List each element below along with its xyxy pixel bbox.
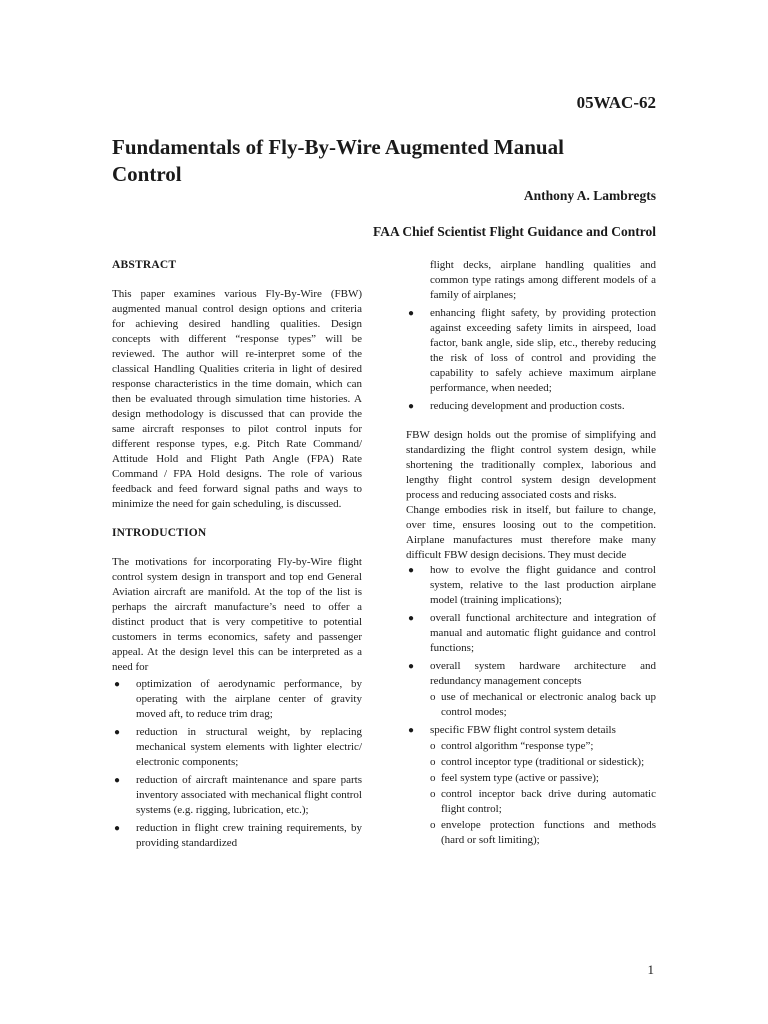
list-item-text: specific FBW flight control system details <box>430 724 616 736</box>
sub-list-item: o envelope protection functions and methods (hard or soft limiting); <box>430 818 656 848</box>
bullet-icon: ● <box>408 565 415 576</box>
paper-title: Fundamentals of Fly-By-Wire Augmented Manual Control <box>112 135 564 186</box>
author-affiliation: FAA Chief Scientist Flight Guidance and Control <box>372 224 656 239</box>
sub-list-item: o control algorithm “response type”; <box>430 739 656 754</box>
list-item <box>406 723 656 848</box>
bullet-icon: ● <box>408 661 415 672</box>
page-number: 1 <box>647 962 654 977</box>
list-item <box>406 611 656 656</box>
left-column <box>112 258 362 854</box>
list-item-text: overall functional architecture and integration of manual and automatic flight guidance and control functions; <box>430 612 656 654</box>
bullet-icon: ● <box>408 308 415 319</box>
author-name: Anthony A. Lambregts <box>523 188 656 203</box>
introduction-text: The motivations for incorporating Fly-by-Wire flight control system design in transport and top end General Aviation aircraft are manifold. At the top of the list is perhaps the aircraft manufacture’s need to offer a distinct product that is very competitive to potential customers in terms economics, safety and passenger appeal. At the design level this can be interpreted as a need for <box>112 556 362 673</box>
list-item-text: how to evolve the flight guidance and control system, relative to the last production airplane model (training implications); <box>430 564 656 606</box>
list-item <box>112 821 362 851</box>
fbw-promise-paragraph: FBW design holds out the promise of simplifying and standardizing the flight control system design, while shortening the traditionally complex, laborious and lengthy flight control system design development process and reducing associated costs and risks. <box>406 429 656 501</box>
bullet-icon: ● <box>408 401 415 412</box>
list-item-text: enhancing flight safety, by providing protection against exceeding safety limits in airspeed, load factor, bank angle, side slip, etc., thereby reducing the risk of loss of control and providing the capability to safely achieve maximum airplane performance, when needed; <box>430 307 656 394</box>
abstract-text: This paper examines various Fly-By-Wire (FBW) augmented manual control design options and criteria for achieving desired handling qualities. Design concepts with different “response types” will be reviewed. The author will re-interpret some of the classical Handling Qualities criteria in light of desired response characteristics in the time domain, which can then be evaluated through simulation time histories. A design methodology is discussed that can provide the same aircraft responses to pilot control inputs for different response types, e.g. Pitch Rate Command/ Attitude Hold and Flight Path Angle (FPA) Rate Command / FPA Hold designs. The role of various feedback and feed forward signal paths and ways to minimize the need for gain scheduling, is discussed. <box>112 288 362 510</box>
list-item-text: reduction in structural weight, by replacing mechanical system elements with lighter electric/ electronic components; <box>136 726 362 768</box>
list-item <box>112 773 362 818</box>
right-column <box>406 258 656 851</box>
sub-list-item: o use of mechanical or electronic analog back up control modes; <box>430 690 656 720</box>
list-item-text: overall system hardware architecture and redundancy management concepts <box>430 660 656 687</box>
introduction-heading: INTRODUCTION <box>112 527 207 539</box>
abstract-heading: ABSTRACT <box>112 259 177 271</box>
bullet-icon: ● <box>408 725 415 736</box>
sub-list-item: o control inceptor back drive during automatic flight control; <box>430 787 656 817</box>
list-item-continuation: flight decks, airplane handling qualities and common type ratings among different models of a family of airplanes; <box>430 259 656 301</box>
paper-id: 05WAC-62 <box>576 93 656 112</box>
list-item-text: reduction in flight crew training requirements, by providing standardized <box>136 822 362 849</box>
list-item <box>112 725 362 770</box>
list-item <box>406 306 656 396</box>
details-sublist <box>430 739 656 848</box>
change-risk-paragraph: Change embodies risk in itself, but failure to change, over time, ensures loosing out to the competition. Airplane manufactures must therefore make many difficult FBW design decisions. They must decide <box>406 504 656 561</box>
list-item-text: optimization of aerodynamic performance, by operating with the airplane center of gravity moved aft, to reduce trim drag; <box>136 678 362 720</box>
bullet-icon: ● <box>114 679 121 690</box>
list-item-text: reducing development and production costs. <box>430 400 625 412</box>
motivation-list-continued <box>406 306 656 414</box>
sub-list-item: o control inceptor type (traditional or sidestick); <box>430 755 656 770</box>
list-item <box>406 399 656 414</box>
list-item-text: reduction of aircraft maintenance and spare parts inventory associated with mechanical flight control systems (e.g. rigging, lubrication, etc.); <box>136 774 362 816</box>
bullet-icon: ● <box>114 775 121 786</box>
bullet-icon: ● <box>114 727 121 738</box>
bullet-icon: ● <box>408 613 415 624</box>
list-item <box>112 677 362 722</box>
decisions-list <box>406 563 656 848</box>
list-item <box>406 659 656 720</box>
hardware-sublist <box>430 690 656 720</box>
bullet-icon: ● <box>114 823 121 834</box>
sub-list-item: o feel system type (active or passive); <box>430 771 656 786</box>
motivation-list <box>112 677 362 851</box>
list-item <box>406 563 656 608</box>
